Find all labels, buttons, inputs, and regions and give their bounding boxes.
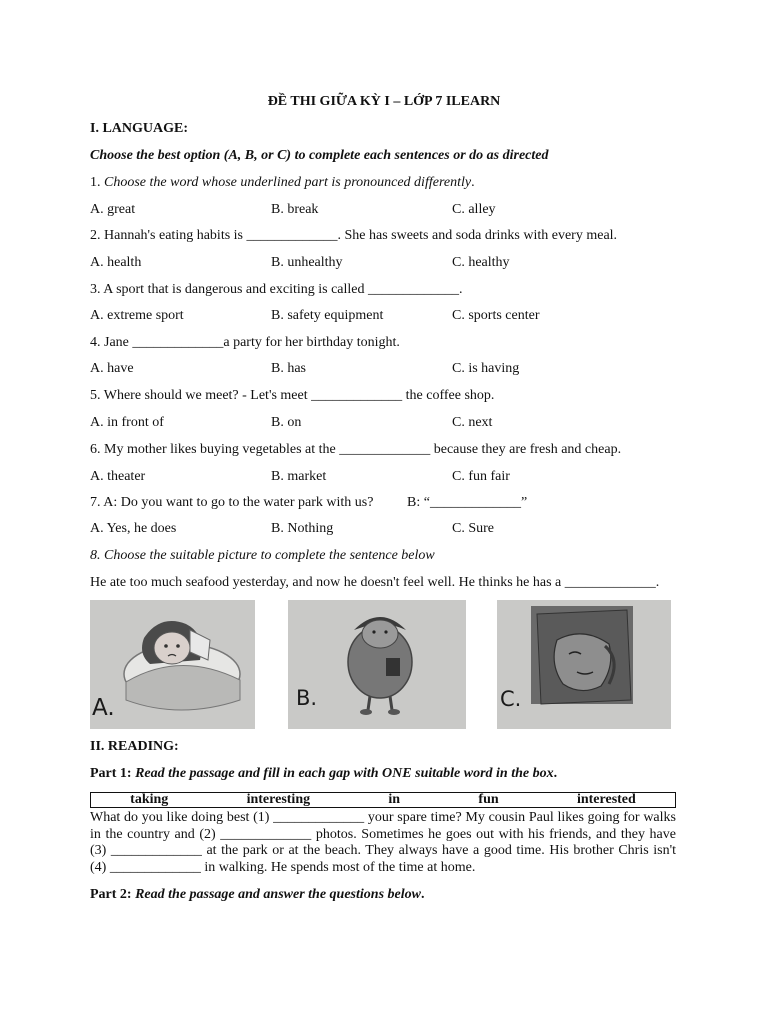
part-2-label: Part 2: bbox=[90, 887, 136, 902]
picture-a-label: A. bbox=[92, 695, 115, 721]
question-7-reply: B: “_____________” bbox=[407, 495, 528, 510]
q4-option-a: A. have bbox=[90, 361, 134, 376]
q3-option-a: A. extreme sport bbox=[90, 308, 184, 323]
question-4: 4. Jane _____________a party for her birthday tonight. bbox=[90, 335, 400, 350]
question-1-number: 1. bbox=[90, 175, 104, 190]
toothache-face-illustration bbox=[497, 600, 671, 729]
section-heading-reading: II. READING: bbox=[90, 739, 179, 754]
question-1-text: Choose the word whose underlined part is pronounced differently bbox=[104, 175, 472, 190]
q3-option-c: C. sports center bbox=[452, 308, 540, 323]
reading-passage: What do you like doing best (1) _____________ your spare time? My cousin Paul likes going for walks in the country and (2) _____________ photos. Sometimes he goes out with his friends, and they have (3) _____________ at the park or at the beach. They always have a good time. His brother Chris isn't (4) _____________ in walking. He spends most of the time at home. bbox=[90, 810, 676, 875]
word-box bbox=[90, 792, 676, 808]
section-instruction: Choose the best option (A, B, or C) to complete each sentences or do as directed bbox=[90, 148, 549, 163]
question-2: 2. Hannah's eating habits is _____________. She has sweets and soda drinks with every meal. bbox=[90, 228, 618, 243]
q5-option-b: B. on bbox=[271, 415, 302, 430]
q6-option-a: A. theater bbox=[90, 469, 146, 484]
part-2-end: . bbox=[420, 887, 425, 902]
question-6: 6. My mother likes buying vegetables at the _____________ because they are fresh and cheap. bbox=[90, 442, 622, 457]
part-1-end: . bbox=[553, 766, 558, 781]
picture-a bbox=[90, 600, 255, 729]
section-heading-language: I. LANGUAGE: bbox=[90, 121, 189, 136]
q2-option-c: C. healthy bbox=[452, 255, 510, 270]
q1-option-a: A. great bbox=[90, 202, 136, 217]
picture-b-label: B. bbox=[296, 686, 318, 710]
part-2-instruction: Read the passage and answer the questions below bbox=[135, 887, 421, 902]
picture-b bbox=[288, 600, 466, 729]
word-box-item: taking bbox=[130, 792, 169, 807]
question-1 bbox=[90, 175, 475, 191]
part-2-heading bbox=[90, 887, 424, 903]
q4-option-b: B. has bbox=[271, 361, 306, 376]
question-3: 3. A sport that is dangerous and exciting is called _____________. bbox=[90, 282, 463, 297]
q5-option-a: A. in front of bbox=[90, 415, 164, 430]
question-7: 7. A: Do you want to go to the water park with us? bbox=[90, 495, 374, 510]
q7-option-a: A. Yes, he does bbox=[90, 521, 177, 536]
part-1-instruction: Read the passage and fill in each gap with ONE suitable word in the box bbox=[135, 766, 554, 781]
q4-option-c: C. is having bbox=[452, 361, 520, 376]
word-box-item: interesting bbox=[246, 792, 311, 807]
q1-option-c: C. alley bbox=[452, 202, 496, 217]
part-1-heading bbox=[90, 766, 557, 782]
question-8: He ate too much seafood yesterday, and now he doesn't feel well. He thinks he has a _____________. bbox=[90, 575, 660, 590]
picture-c-label: C. bbox=[500, 687, 522, 711]
q1-option-b: B. break bbox=[271, 202, 319, 217]
q6-option-c: C. fun fair bbox=[452, 469, 510, 484]
sick-girl-illustration bbox=[90, 600, 255, 729]
question-5: 5. Where should we meet? - Let's meet _____________ the coffee shop. bbox=[90, 388, 495, 403]
question-1-end: . bbox=[471, 175, 475, 190]
picture-c bbox=[497, 600, 671, 729]
word-box-item: fun bbox=[478, 792, 499, 807]
q2-option-b: B. unhealthy bbox=[271, 255, 343, 270]
part-1-label: Part 1: bbox=[90, 766, 136, 781]
q6-option-b: B. market bbox=[271, 469, 327, 484]
q7-option-b: B. Nothing bbox=[271, 521, 334, 536]
word-box-item: in bbox=[388, 792, 401, 807]
q3-option-b: B. safety equipment bbox=[271, 308, 384, 323]
word-box-item: interested bbox=[576, 792, 636, 807]
page-title: ĐỀ THI GIỮA KỲ I – LỚP 7 ILEARN bbox=[267, 94, 501, 109]
q7-option-c: C. Sure bbox=[452, 521, 494, 536]
question-8-instruction: 8. Choose the suitable picture to complete the sentence below bbox=[90, 548, 435, 563]
q5-option-c: C. next bbox=[452, 415, 493, 430]
q2-option-a: A. health bbox=[90, 255, 142, 270]
